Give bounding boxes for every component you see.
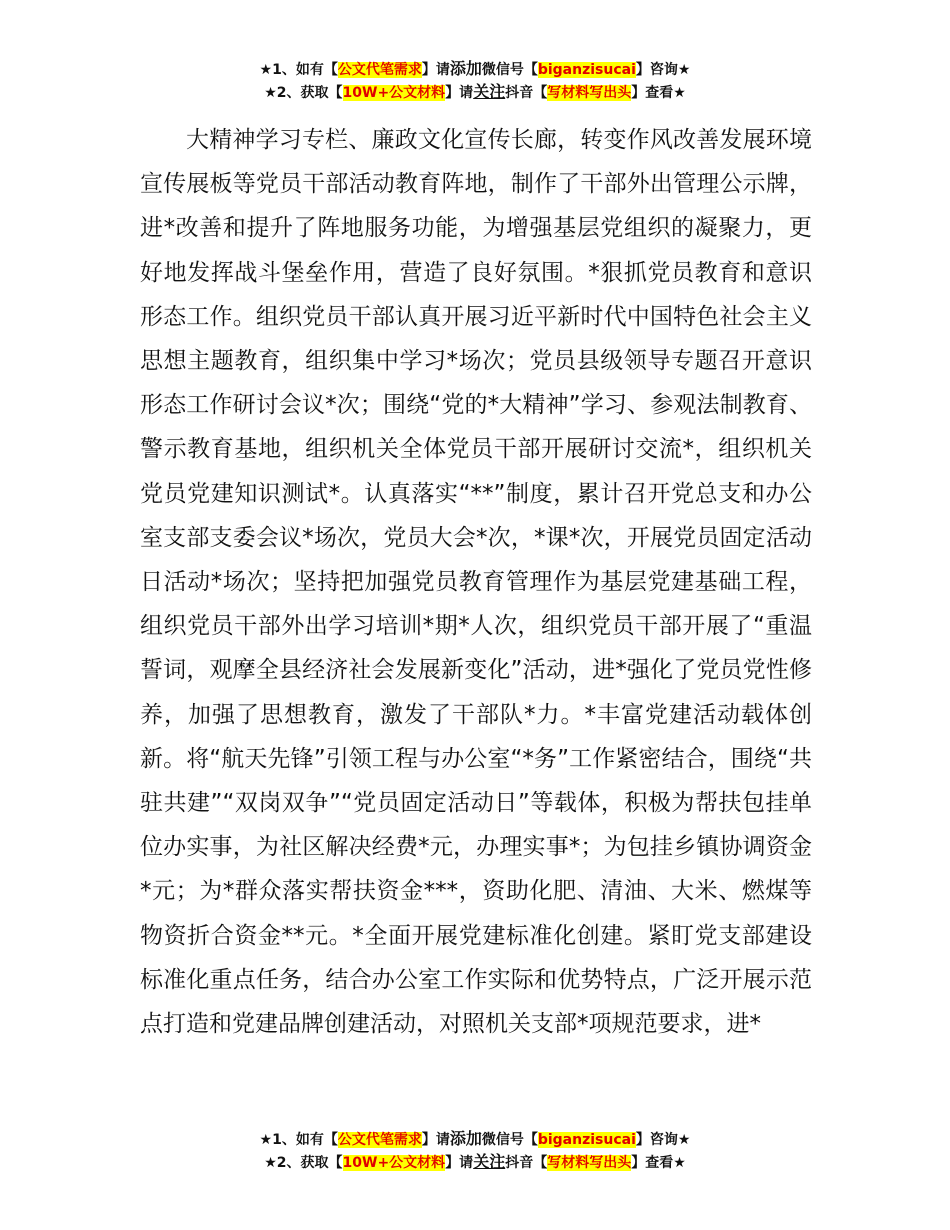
douyin-id-highlight: 写材料写出头 — [547, 85, 632, 101]
wechat-id-highlight: biganzisucai — [537, 1132, 636, 1148]
document-body — [140, 118, 812, 1046]
footer-banner — [0, 1128, 950, 1174]
banner-line-2: ★2、获取【10W+公文材料】请关注抖音【写材料写出头】查看★ — [264, 1152, 686, 1171]
douyin-id-highlight: 写材料写出头 — [547, 1155, 632, 1171]
materials-highlight: 10W+公文材料 — [342, 85, 446, 101]
banner-line-2: ★2、获取【10W+公文材料】请关注抖音【写材料写出头】查看★ — [264, 82, 686, 101]
materials-highlight: 10W+公文材料 — [342, 1155, 446, 1171]
banner-line-1: ★1、如有【公文代笔需求】请添加微信号【biganzisucai】咨询★ — [259, 59, 691, 78]
wechat-id-highlight: biganzisucai — [537, 62, 636, 78]
ghostwriting-highlight: 公文代笔需求 — [337, 62, 422, 78]
banner-line-1: ★1、如有【公文代笔需求】请添加微信号【biganzisucai】咨询★ — [259, 1129, 691, 1148]
ghostwriting-highlight: 公文代笔需求 — [337, 1132, 422, 1148]
header-banner — [0, 58, 950, 104]
body-paragraph: 大精神学习专栏、廉政文化宣传长廊，转变作风改善发展环境宣传展板等党员干部活动教育阵地，制作了干部外出管理公示牌，进*改善和提升了阵地服务功能，为增强基层党组织的凝聚力，更好地发挥战斗堡垒作用，营造了良好氛围。*狠抓党员教育和意识形态工作。组织党员干部认真开展习近平新时代中国特色社会主义思想主题教育，组织集中学习*场次；党员县级领导专题召开意识形态工作研讨会议*次；围绕“党的*大精神”学习、参观法制教育、警示教育基地，组织机关全体党员干部开展研讨交流*，组织机关党员党建知识测试*。认真落实“**”制度，累计召开党总支和办公室支部支委会议*场次，党员大会*次，*课*次，开展党员固定活动日活动*场次；坚持把加强党员教育管理作为基层党建基础工程，组织党员干部外出学习培训*期*人次，组织党员干部开展了“重温誓词，观摩全县经济社会发展新变化”活动，进*强化了党员党性修养，加强了思想教育，激发了干部队*力。*丰富党建活动载体创新。将“航天先锋”引领工程与办公室“*务”工作紧密结合，围绕“共驻共建”“双岗双争”“党员固定活动日”等载体，积极为帮扶包挂单位办实事，为社区解决经费*元，办理实事*；为包挂乡镇协调资金*元；为*群众落实帮扶资金***，资助化肥、清油、大米、燃煤等物资折合资金**元。*全面开展党建标准化创建。紧盯党支部建设标准化重点任务，结合办公室工作实际和优势特点，广泛开展示范点打造和党建品牌创建活动，对照机关支部*项规范要求，进* — [140, 127, 812, 1038]
